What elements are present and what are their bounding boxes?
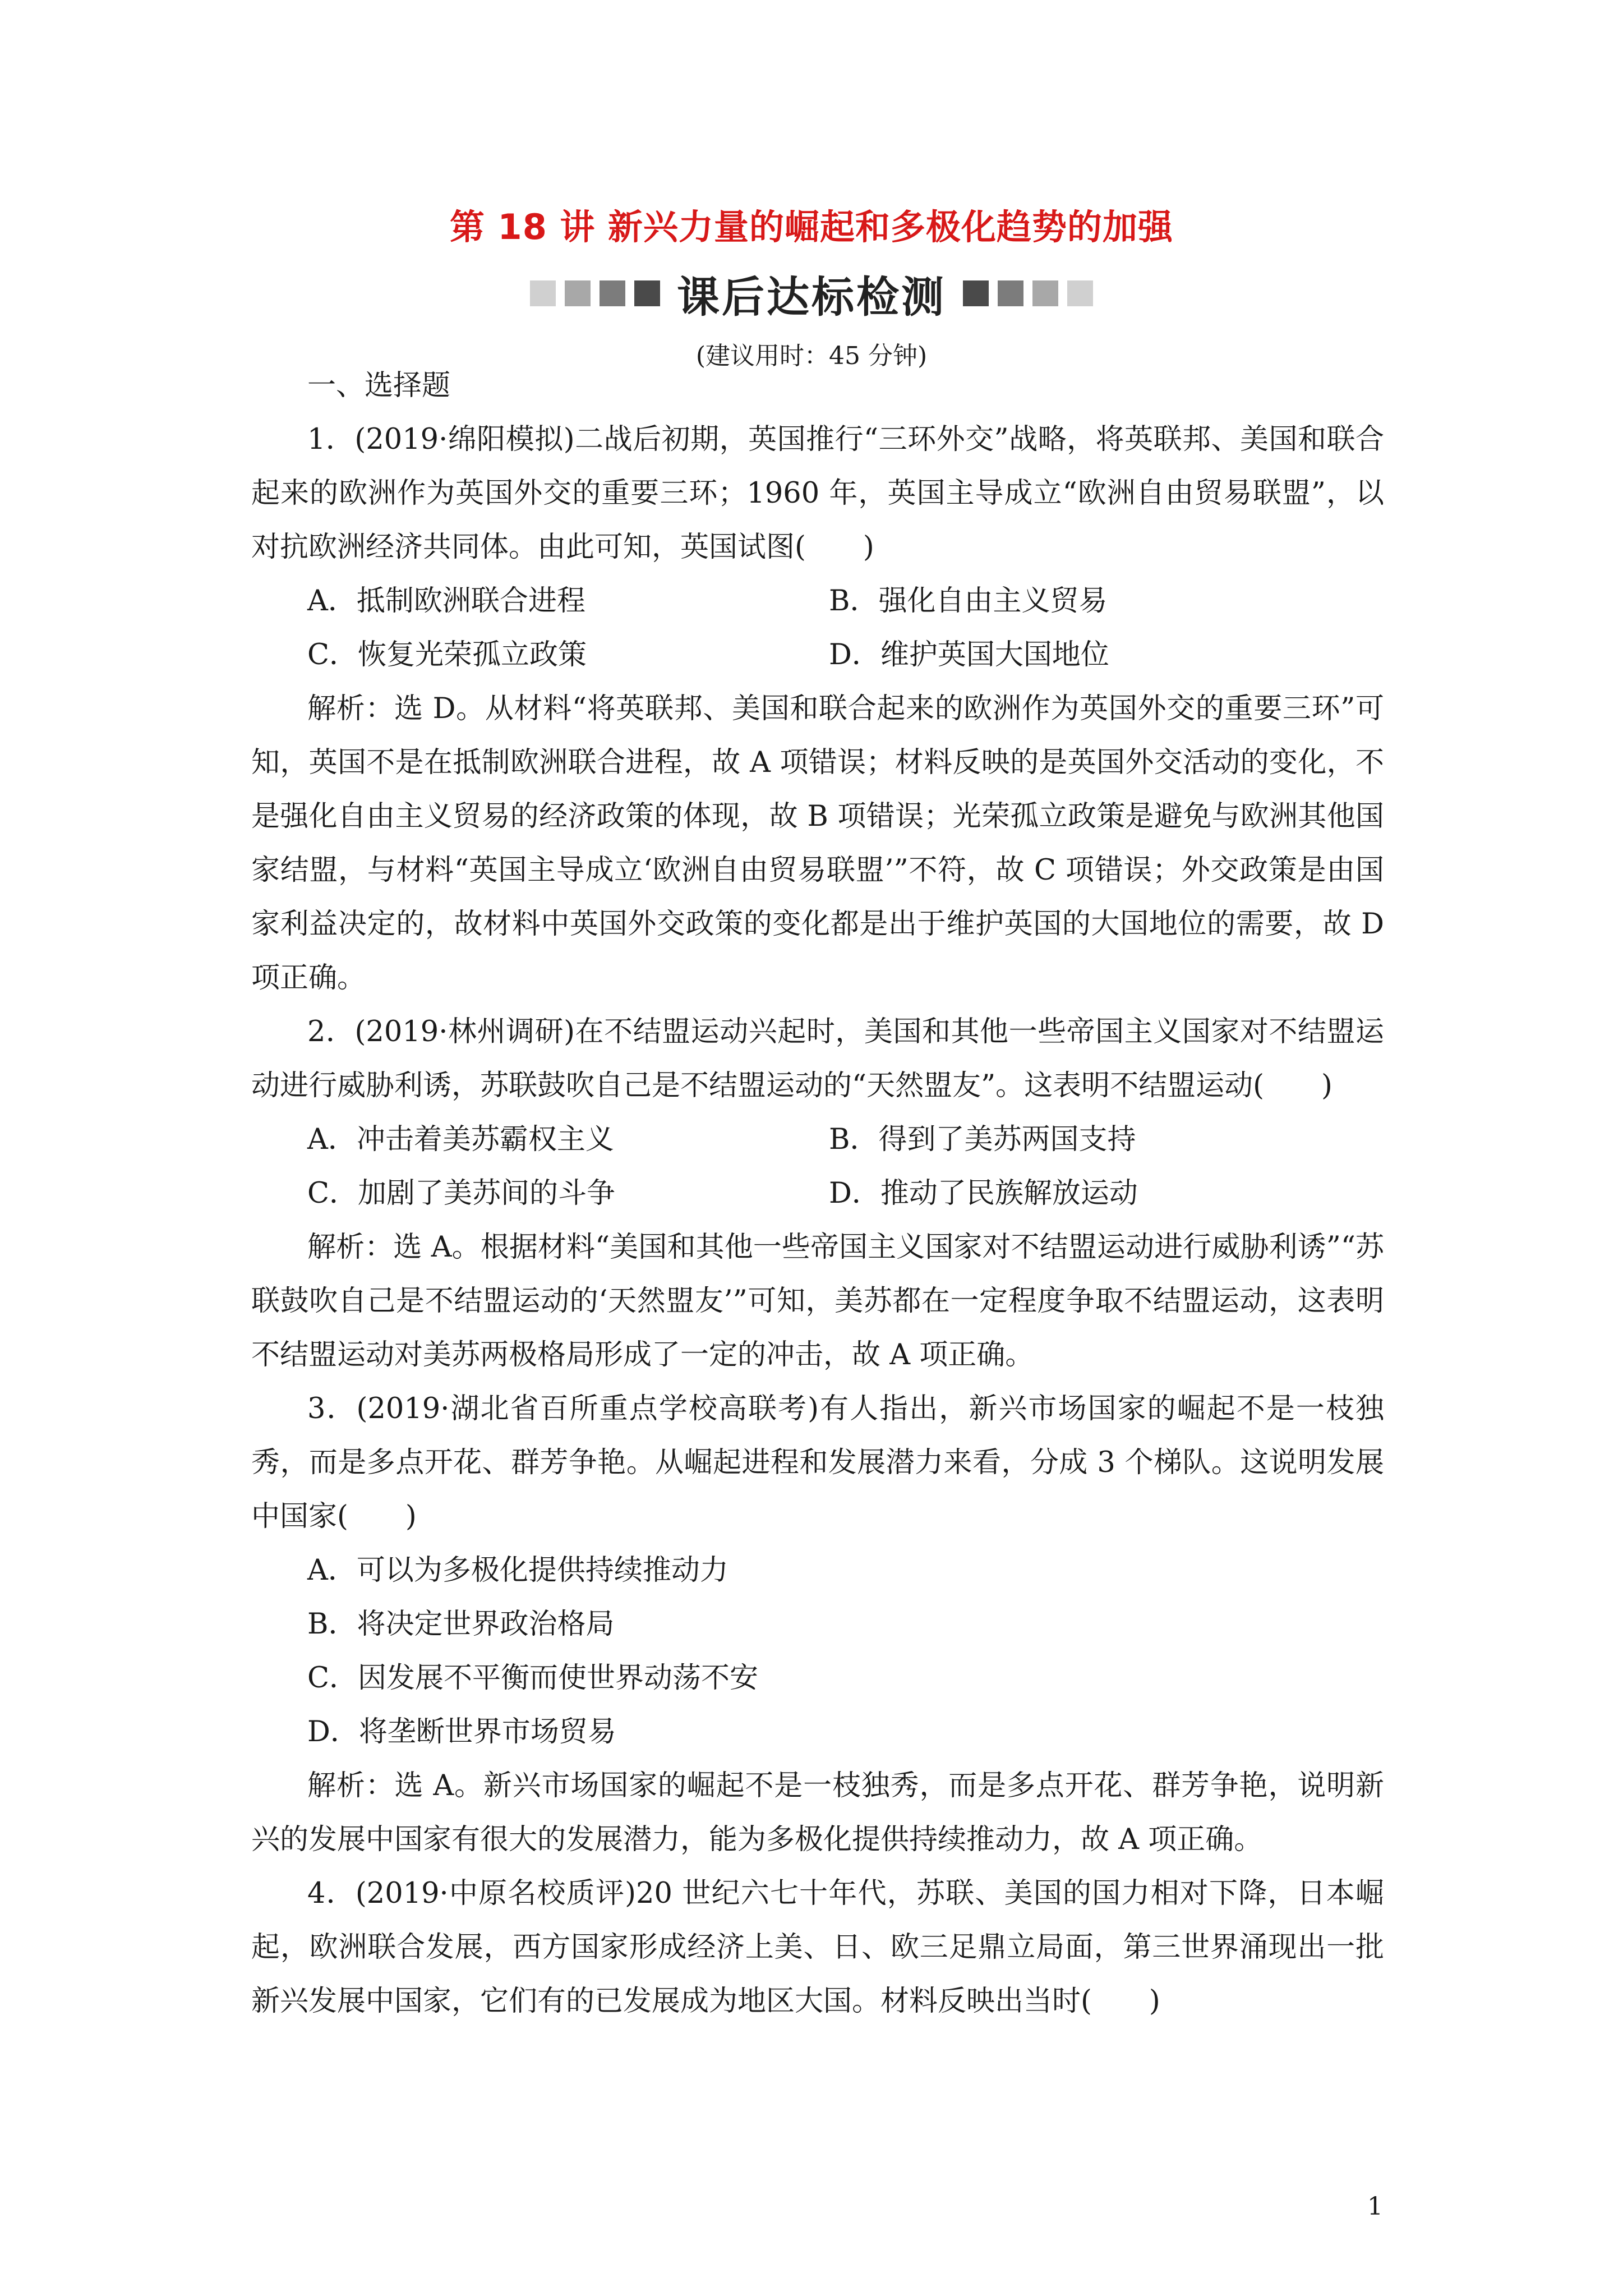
option-b: B．强化自由主义贸易 [829,585,1108,618]
question-1-options-row [251,628,1384,682]
option-b: B．将决定世界政治格局 [307,1608,615,1641]
banner-square-icon [530,280,556,306]
option-c: C．恢复光荣孤立政策 [307,638,587,671]
question-1-options-row [251,574,1384,628]
section-heading: 一、选择题 [307,369,451,402]
banner-square-icon [634,280,660,306]
question-3-analysis: 解析：选 A。新兴市场国家的崛起不是一枝独秀，而是多点开花、群芳争艳，说明新兴的发展中国家有很大的发展潜力，能为多极化提供持续推动力，故 A 项正确。 [251,1769,1384,1856]
banner-title: 课后达标检测 [677,272,946,322]
question-1-stem: 1．(2019·绵阳模拟)二战后初期，英国推行“三环外交”战略，将英联邦、美国和联合起来的欧洲作为英国外交的重要三环；1960 年，英国主导成立“欧洲自由贸易联盟”，以对抗欧洲经济共同体。由此可知，英国试图( ) [251,423,1384,564]
banner-square-icon [963,280,989,306]
option-a: A．可以为多极化提供持续推动力 [307,1554,728,1587]
option-c: C．因发展不平衡而使世界动荡不安 [307,1662,759,1695]
banner-square-icon [1067,280,1093,306]
question-2-options-row [251,1113,1384,1167]
page-number: 1 [1367,2192,1383,2221]
option-a: A．抵制欧洲联合进程 [307,585,585,618]
page-title: 第 18 讲 新兴力量的崛起和多极化趋势的加强 [449,206,1174,247]
time-note: (建议用时：45 分钟) [695,342,928,370]
question-1-analysis: 解析：选 D。从材料“将英联邦、美国和联合起来的欧洲作为英国外交的重要三环”可知，英国不是在抵制欧洲联合进程，故 A 项错误；材料反映的是英国外交活动的变化，不是强化自由主义贸易的经济政策的体现，故 B 项错误；光荣孤立政策是避免与欧洲其他国家结盟，与材料“英国主导成立‘欧洲自由贸易联盟’”不符，故 C 项错误；外交政策是由国家利益决定的，故材料中英国外交政策的变化都是出于维护英国的大国地位的需要，故 D 项正确。 [251,692,1384,995]
option-c: C．加剧了美苏间的斗争 [307,1177,616,1210]
option-d: D．推动了民族解放运动 [829,1177,1138,1210]
option-d: D．维护英国大国地位 [829,638,1109,671]
question-2-options-row [251,1167,1384,1221]
question-2-stem: 2．(2019·林州调研)在不结盟运动兴起时，美国和其他一些帝国主义国家对不结盟运动进行威胁利诱，苏联鼓吹自己是不结盟运动的“天然盟友”。这表明不结盟运动( ) [251,1015,1384,1102]
banner-square-icon [998,280,1023,306]
document-body [251,359,1384,2028]
banner [0,268,1623,322]
question-3-stem: 3．(2019·湖北省百所重点学校高联考)有人指出，新兴市场国家的崛起不是一枝独秀，而是多点开花、群芳争艳。从崛起进程和发展潜力来看，分成 3 个梯队。这说明发展中国家( ) [251,1392,1384,1533]
question-4-stem: 4．(2019·中原名校质评)20 世纪六七十年代，苏联、美国的国力相对下降，日本崛起，欧洲联合发展，西方国家形成经济上美、日、欧三足鼎立局面，第三世界涌现出一批新兴发展中国家，它们有的已发展成为地区大国。材料反映出当时( ) [251,1877,1384,2018]
option-b: B．得到了美苏两国支持 [829,1123,1136,1156]
option-d: D．将垄断世界市场贸易 [307,1715,616,1749]
banner-square-icon [600,280,625,306]
banner-square-icon [565,280,591,306]
option-a: A．冲击着美苏霸权主义 [307,1123,614,1156]
banner-square-icon [1032,280,1058,306]
question-2-analysis: 解析：选 A。根据材料“美国和其他一些帝国主义国家对不结盟运动进行威胁利诱”“苏联鼓吹自己是不结盟运动的‘天然盟友’”可知，美苏都在一定程度争取不结盟运动，这表明不结盟运动对美苏两极格局形成了一定的冲击，故 A 项正确。 [251,1231,1384,1372]
